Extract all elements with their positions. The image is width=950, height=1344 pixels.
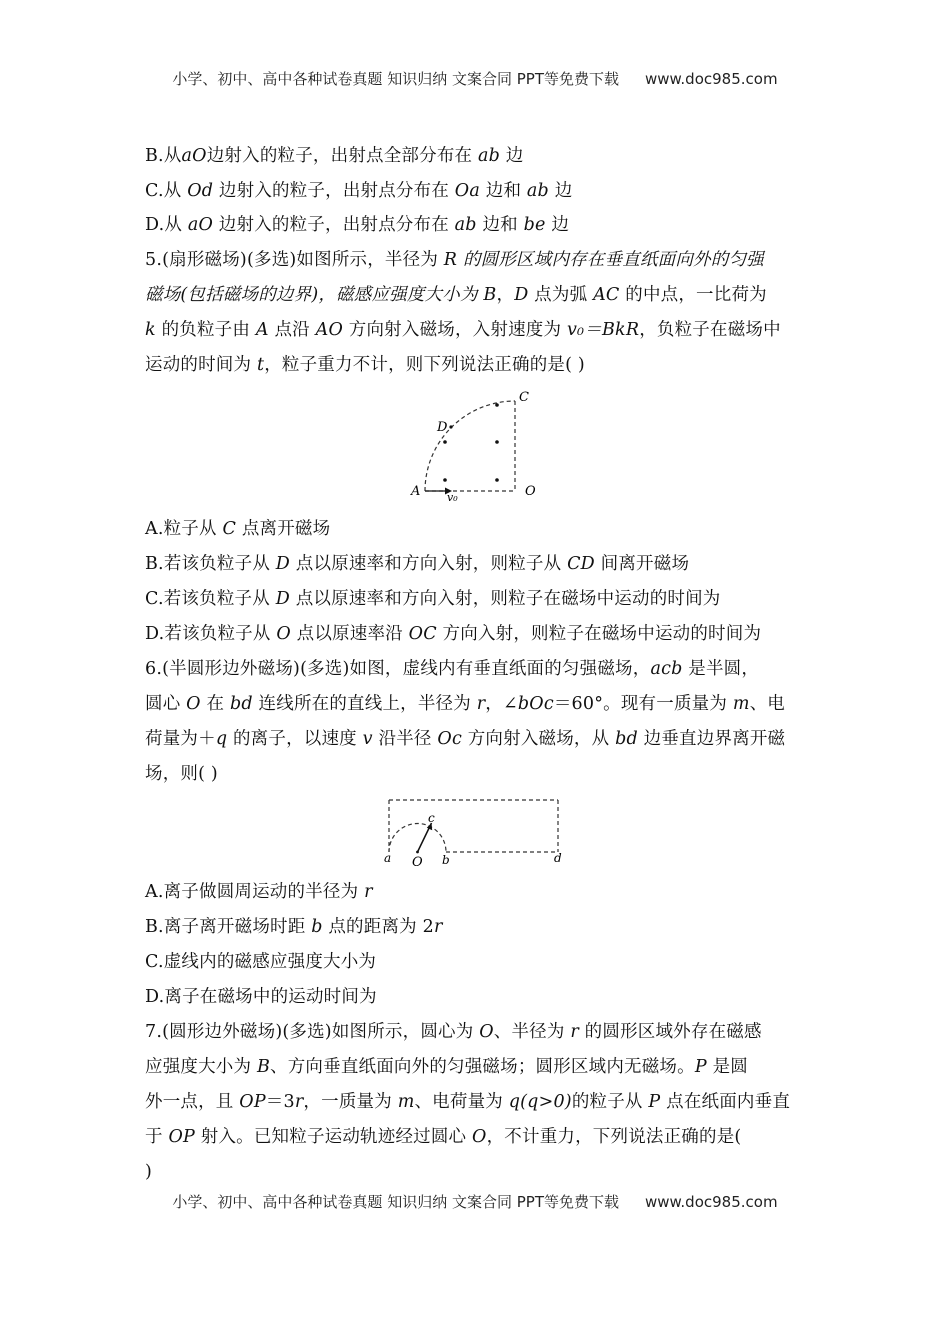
q5-option-d: D.若该负粒子从 O 点以原速率沿 OC 方向入射，则粒子在磁场中运动的时间为 [145, 624, 762, 644]
q6-number: 6. [145, 659, 163, 679]
q7-tag: (圆形边外磁场)(多选) [162, 1022, 332, 1042]
header-text: 小学、初中、高中各种试卷真题 知识归纳 文案合同 PPT等免费下载 [172, 70, 619, 88]
q5-label-o: O [525, 484, 536, 499]
page-header [0, 68, 950, 89]
q6-label-a: a [384, 851, 392, 865]
q5-arc-ac [425, 401, 515, 491]
q6-center-o [416, 851, 419, 854]
q6-semicircle-figure [380, 796, 570, 870]
q5-tag: (扇形磁场)(多选) [162, 250, 297, 270]
q5-label-d: D [437, 420, 448, 435]
q6-radius-oc [418, 823, 433, 852]
q6-option-d: D.离子在磁场中的运动时间为 [145, 987, 377, 1007]
q6-stem-line-4: 场，则( ) [145, 764, 218, 784]
q6-option-c: C.虚线内的磁感应强度大小为 [145, 952, 377, 972]
footer-text: 小学、初中、高中各种试卷真题 知识归纳 文案合同 PPT等免费下载 [172, 1193, 619, 1211]
q7-stem-line-4: 于 OP 射入。已知粒子运动轨迹经过圆心 O，不计重力，下列说法正确的是( [145, 1127, 742, 1147]
q5-label-v0: v₀ [447, 491, 458, 504]
q5-option-a: A.粒子从 C 点离开磁场 [145, 519, 331, 539]
q4-option-b: B.从aO边射入的粒子，出射点全部分布在 ab 边 [145, 146, 524, 166]
q6-option-b: B.离子离开磁场时距 b 点的距离为 2r [145, 917, 443, 937]
header-url: www.doc985.com [644, 70, 778, 88]
q6-stem-line-1: 6.(半圆形边外磁场)(多选)如图，虚线内有垂直纸面的匀强磁场，acb 是半圆， [145, 659, 760, 679]
q5-sector-figure [405, 385, 555, 505]
q6-label-d: d [554, 851, 562, 865]
q5-label-c: C [519, 390, 529, 405]
q5-stem-line-4: 运动的时间为 t，粒子重力不计，则下列说法正确的是( ) [145, 355, 585, 375]
q7-stem-line-5: ) [145, 1162, 153, 1182]
q4-option-d: D.从 aO 边射入的粒子，出射点分布在 ab 边和 be 边 [145, 215, 570, 235]
q5-label-a: A [411, 484, 421, 499]
q7-stem-line-2: 应强度大小为 B、方向垂直纸面向外的匀强磁场；圆形区域内无磁场。P 是圆 [145, 1057, 748, 1077]
q7-stem-line-1: 7.(圆形边外磁场)(多选)如图所示，圆心为 O、半径为 r 的圆形区域外存在磁感 [145, 1022, 762, 1042]
q6-stem-line-2: 圆心 O 在 bd 连线所在的直线上，半径为 r，∠bOc＝60°。现有一质量为 m、电 [145, 694, 786, 714]
q5-stem-line-1: 5.(扇形磁场)(多选)如图所示，半径为 R 的圆形区域内存在垂直纸面向外的匀强 [145, 250, 764, 270]
q6-tag: (半圆形边外磁场)(多选) [162, 659, 350, 679]
q6-label-o: O [412, 855, 423, 870]
q5-option-b: B.若该负粒子从 D 点以原速率和方向入射，则粒子从 CD 间离开磁场 [145, 554, 690, 574]
q6-semicircle-acb [389, 824, 446, 853]
q6-label-c: c [428, 811, 435, 825]
q6-option-a: A.离子做圆周运动的半径为 r [145, 882, 373, 902]
page-footer [0, 1191, 950, 1212]
q7-stem-line-3: 外一点，且 OP＝3r，一质量为 m、电荷量为 q(q>0)的粒子从 P 点在纸面内垂直 [145, 1092, 791, 1112]
q5-stem-line-3: k 的负粒子由 A 点沿 AO 方向射入磁场，入射速度为 v₀＝BkR，负粒子在磁场中 [145, 320, 781, 340]
q7-number: 7. [145, 1022, 163, 1042]
q6-stem-line-3: 荷量为＋q 的离子，以速度 v 沿半径 Oc 方向射入磁场，从 bd 边垂直边界离开磁 [145, 729, 786, 749]
q5-number: 5. [145, 250, 163, 270]
q5-stem-line-2: 磁场(包括磁场的边界)，磁感应强度大小为 B，D 点为弧 AC 的中点，一比荷为 [145, 285, 767, 305]
footer-url: www.doc985.com [644, 1193, 778, 1211]
q6-label-b: b [442, 853, 450, 867]
q4-option-c: C.从 Od 边射入的粒子，出射点分布在 Oa 边和 ab 边 [145, 181, 573, 201]
q5-field-dots [443, 403, 499, 482]
q5-option-c: C.若该负粒子从 D 点以原速率和方向入射，则粒子在磁场中运动的时间为 [145, 589, 721, 609]
